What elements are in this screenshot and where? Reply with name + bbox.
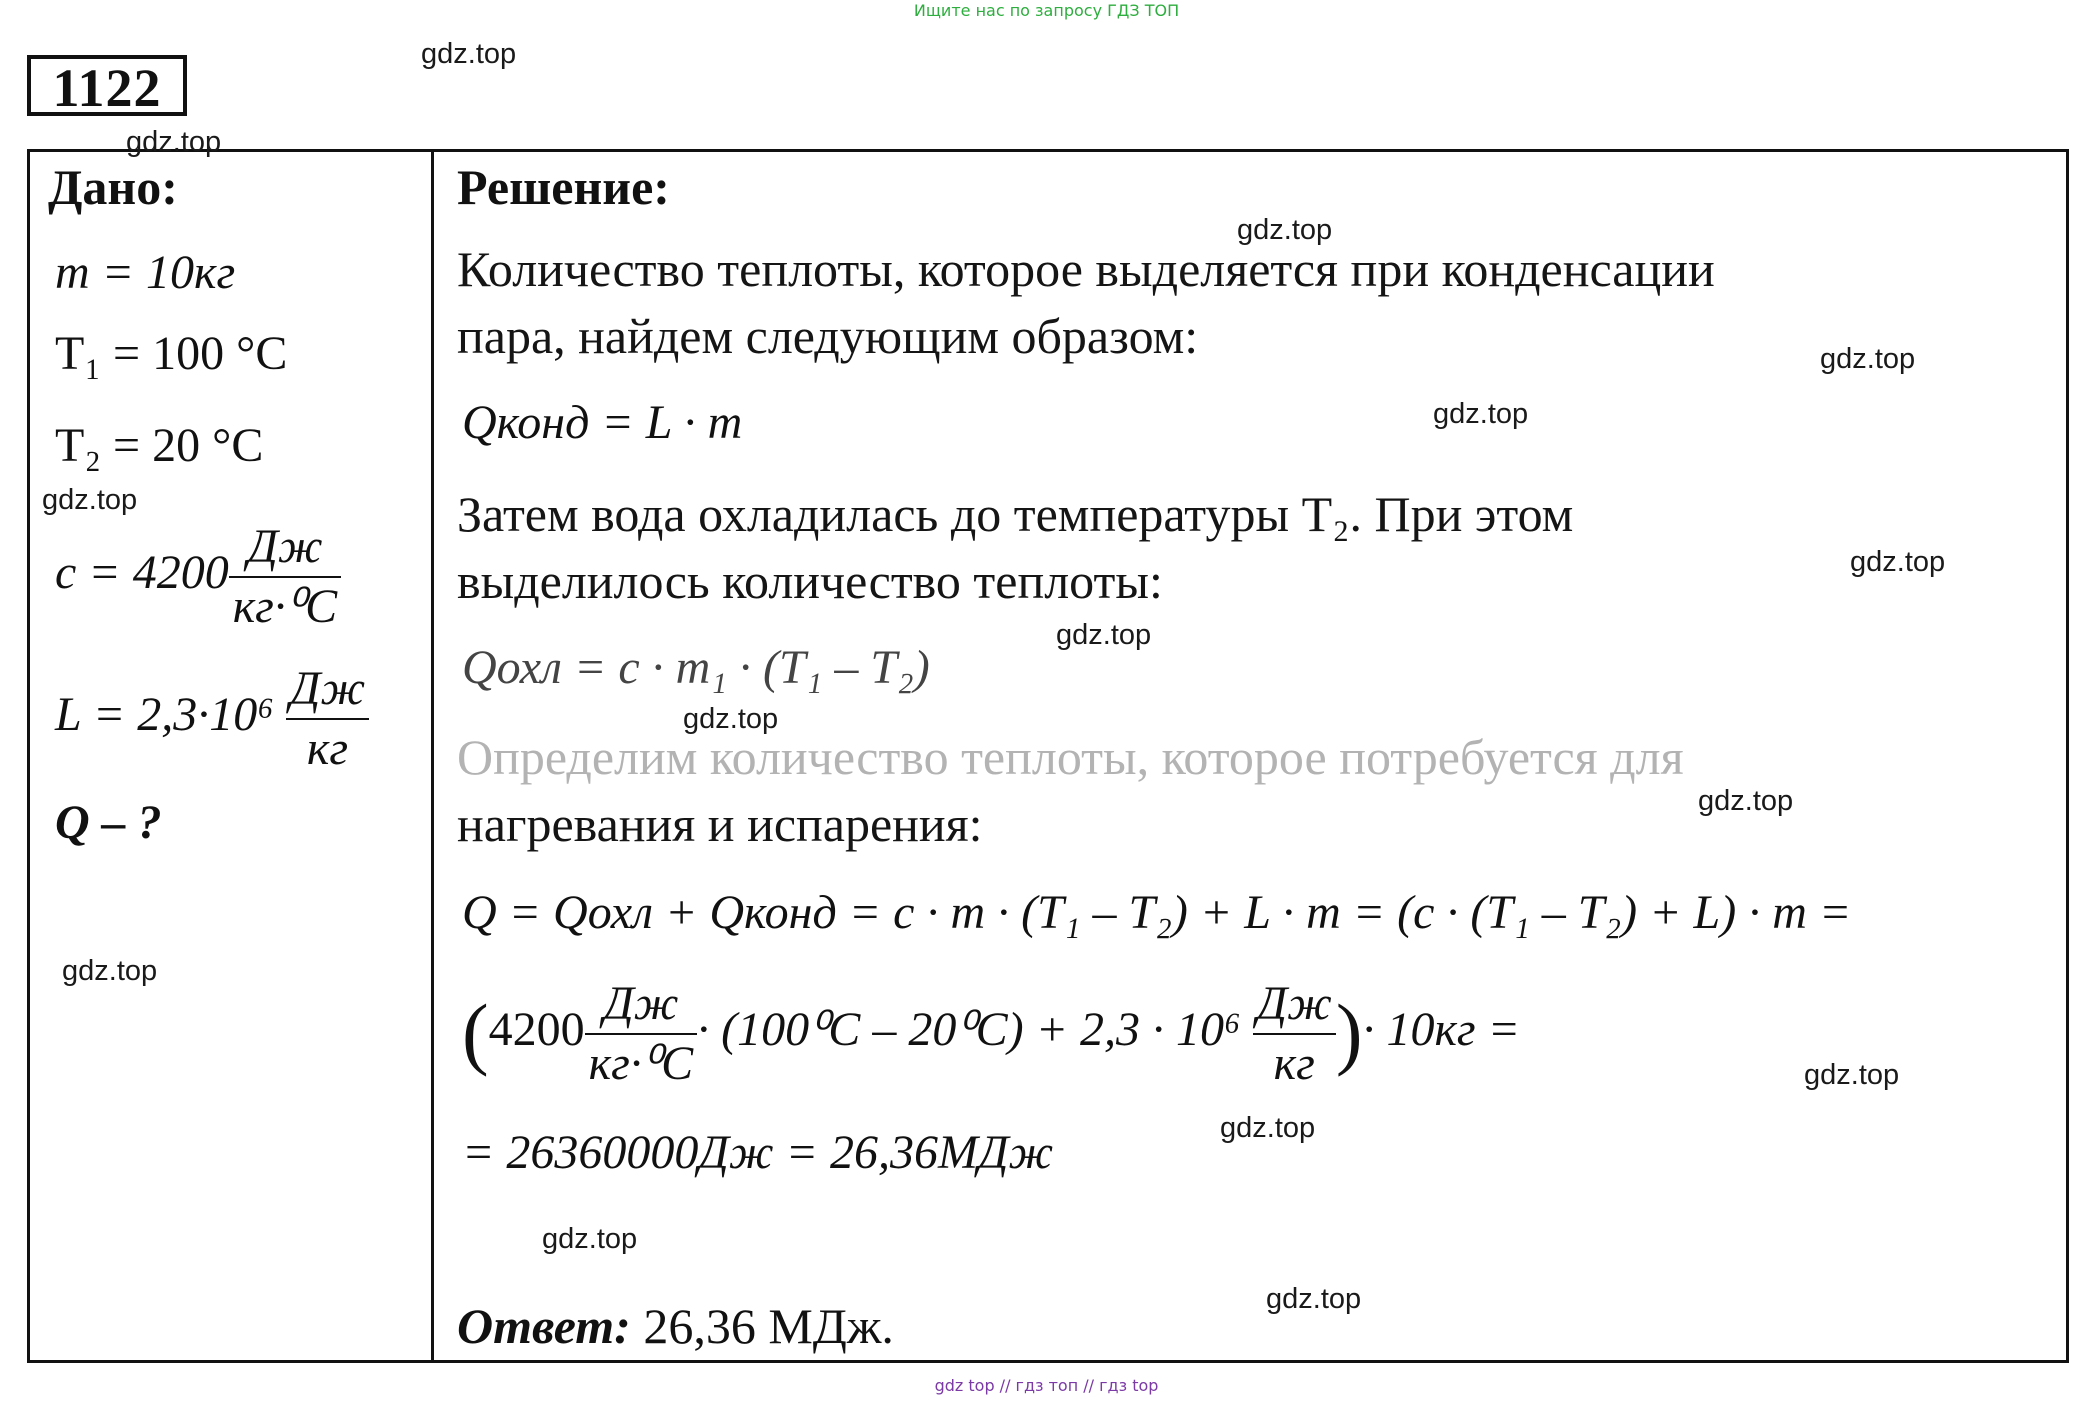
footer-links[interactable]: gdz top // гдз топ // гдз top: [934, 1376, 1159, 1395]
given-l-unit-den: кг: [286, 718, 369, 778]
given-heading: Дано:: [48, 159, 178, 215]
formula-sub-frac1: [585, 975, 697, 1093]
formula-sub-frac1-den: кг·⁰C: [585, 1033, 697, 1093]
solution-p2-line2: выделилось количество теплоты:: [457, 553, 1163, 609]
formula-condensation: Qконд = L · m: [462, 396, 743, 449]
watermark: gdz.top: [683, 703, 779, 735]
given-latent-heat: [55, 660, 369, 778]
given-t1: T₁ = 100 °C: [55, 327, 288, 380]
watermark: gdz.top: [1850, 546, 1946, 578]
given-l-unit: [286, 660, 369, 778]
column-divider: [431, 149, 434, 1363]
watermark: gdz.top: [1698, 785, 1794, 817]
given-c-unit-den: кг·⁰C: [229, 576, 341, 636]
answer-label: Ответ:: [457, 1298, 631, 1354]
given-c-unit: [229, 518, 341, 636]
solution-p3-line2: нагревания и испарения:: [457, 796, 983, 852]
formula-cooling: Qохл = c · m₁ · (T₁ – T₂): [462, 641, 930, 694]
answer-value: 26,36 МДж.: [643, 1298, 894, 1354]
formula-sub-frac2-den: кг: [1253, 1033, 1336, 1093]
watermark: gdz.top: [542, 1223, 638, 1255]
solution-p1-line1: Количество теплоты, которое выделяется при конденсации: [457, 241, 1715, 297]
top-banner[interactable]: Ищите нас по запросу ГДЗ ТОП: [913, 1, 1180, 20]
watermark: gdz.top: [1237, 214, 1333, 246]
formula-sub-middle: · (100⁰C – 20⁰C) + 2,3 · 10⁶: [697, 1003, 1241, 1057]
watermark: gdz.top: [1056, 619, 1152, 651]
given-c-unit-num: Дж: [247, 520, 323, 573]
formula-sub-frac2: [1253, 975, 1336, 1093]
watermark: gdz.top: [1804, 1059, 1900, 1091]
watermark: gdz.top: [1820, 343, 1916, 375]
formula-total: Q = Qохл + Qконд = c · m · (T₁ – T₂) + L · m = (c · (T₁ – T₂) + L) · m =: [462, 886, 1852, 939]
given-l-value: L = 2,3·10⁶: [55, 688, 274, 742]
watermark: gdz.top: [1433, 398, 1529, 430]
solution-heading: Решение:: [457, 159, 670, 215]
solution-p3-line1: Определим количество теплоты, которое потребуется для: [457, 729, 1684, 785]
answer-line: [457, 1297, 894, 1355]
given-c-value: c = 4200: [55, 546, 229, 600]
open-paren: (: [462, 989, 489, 1078]
given-mass: m = 10кг: [55, 246, 236, 299]
formula-result: = 26360000Дж = 26,36МДж: [462, 1126, 1054, 1179]
given-t2: T₂ = 20 °C: [55, 419, 264, 472]
formula-sub-end: · 10кг =: [1362, 1003, 1521, 1057]
watermark: gdz.top: [1266, 1283, 1362, 1315]
close-paren: ): [1335, 989, 1363, 1078]
solution-p1-line2: пара, найдем следующим образом:: [457, 308, 1199, 364]
given-l-unit-num: Дж: [289, 662, 366, 715]
watermark: gdz.top: [421, 38, 517, 70]
watermark: gdz.top: [42, 484, 138, 516]
given-heat-capacity: [55, 518, 341, 636]
watermark: gdz.top: [62, 955, 158, 987]
formula-sub-frac2-num: Дж: [1256, 977, 1332, 1030]
formula-sub-value-a: 4200: [488, 1003, 585, 1057]
watermark: gdz.top: [1220, 1112, 1316, 1144]
formula-sub-frac1-num: Дж: [603, 977, 679, 1030]
task-number: 1122: [27, 55, 187, 116]
solution-p2-line1: Затем вода охладилась до температуры T₂. При этом: [457, 486, 1574, 542]
watermark: gdz.top: [126, 126, 222, 158]
formula-substitution: [462, 975, 1520, 1093]
given-find: Q – ?: [55, 796, 162, 849]
